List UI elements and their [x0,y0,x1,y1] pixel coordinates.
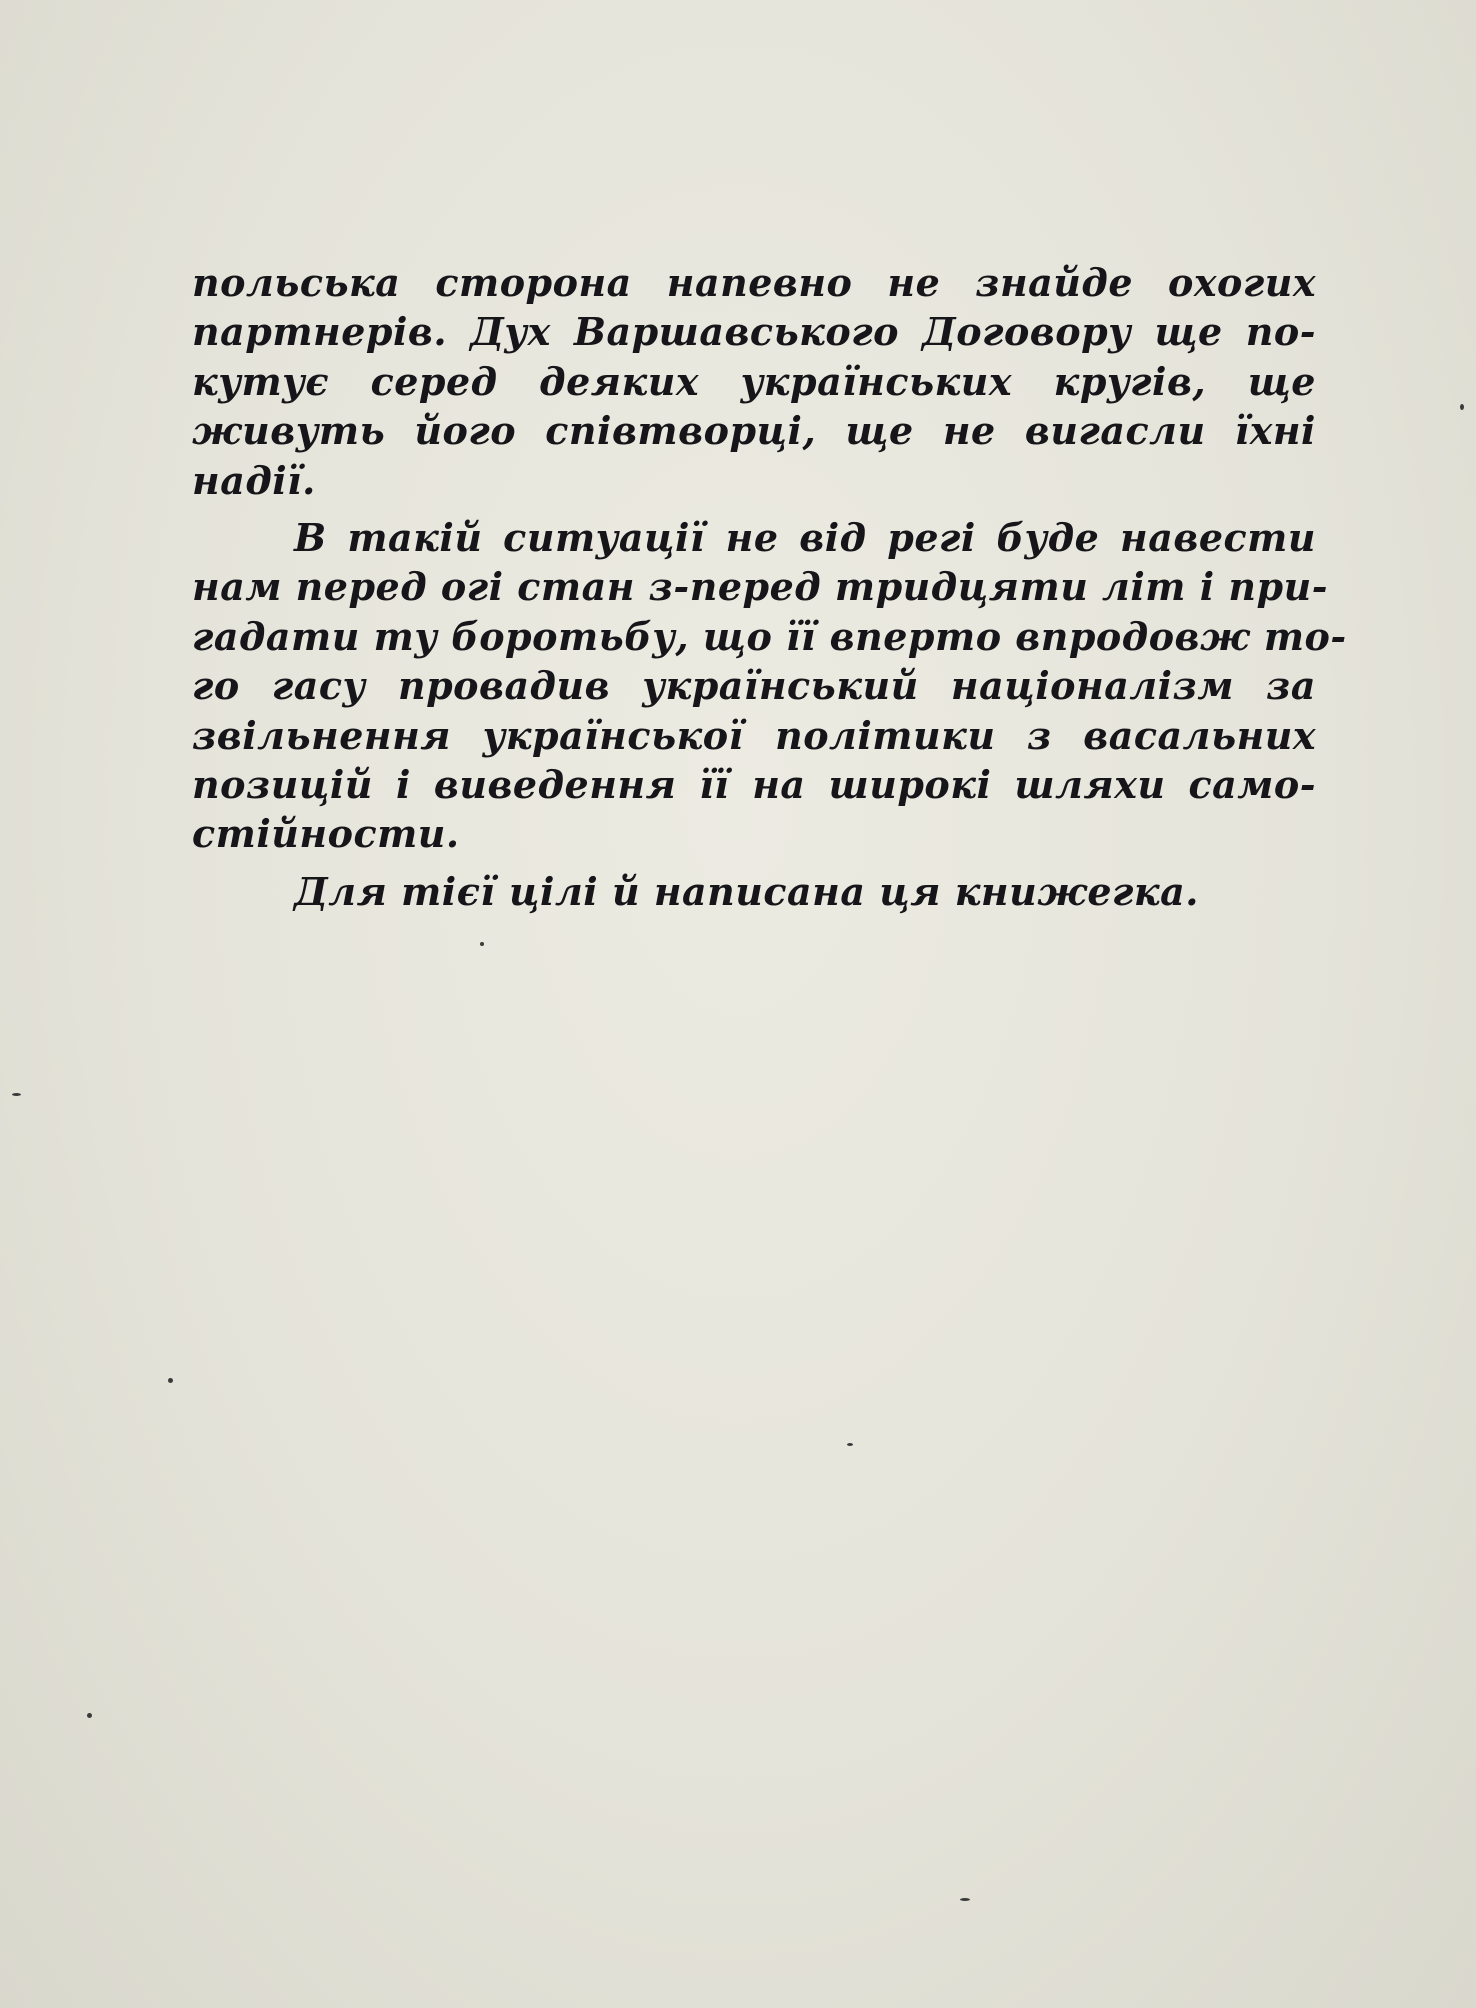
paragraph-2 [192,513,1347,859]
text-line: кутує серед деяких українських кругів, ще [192,358,1316,404]
text-line: партнерів. Дух Варшавського Договору ще по- [192,309,1316,355]
text-line: го гасу провадив український націоналізм за [192,663,1316,709]
dust-speck [960,1898,970,1901]
text-line: нам перед огі стан з-перед тридцяти літ і при- [192,564,1329,610]
paragraph-3 [192,867,1316,916]
dust-speck [480,942,484,946]
text-line: позицій і виведення її на широкі шляхи само- [192,762,1316,808]
text-line: гадати ту боротьбу, що її вперто впродовж то- [192,613,1347,659]
paragraph-1 [192,258,1316,505]
body-text [192,258,1347,924]
text-line: польська сторона напевно не знайде охогих [192,260,1316,305]
text-line: Для тієї цілі й написана ця книжегка. [294,868,1199,914]
text-line: звільнення української політики з васальних [192,712,1316,758]
dust-speck [168,1378,173,1383]
text-line: живуть його співтворці, ще не вигасли їхні [192,408,1316,454]
dust-speck [1460,404,1464,410]
dust-speck [12,1093,21,1096]
text-line: надії. [192,457,316,503]
text-line: стійности. [192,811,460,857]
text-line: В такій ситуації не від регі буде навести [294,515,1316,561]
dust-speck [847,1443,853,1446]
dust-speck [87,1713,92,1718]
